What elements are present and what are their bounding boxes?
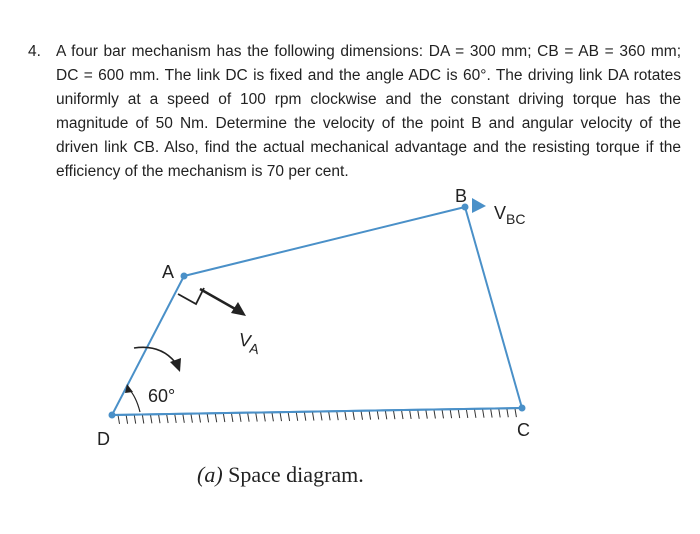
hatch-tick [304,412,306,421]
hatch-tick [142,414,144,423]
problem-number: 4. [28,43,41,60]
label-d: D [97,429,110,449]
hatch-tick [288,412,290,421]
hatch-tick [393,410,395,419]
hatch-tick [183,414,185,423]
hatch-tick [118,415,120,424]
hatch-tick [450,409,452,418]
hatch-tick [223,413,225,422]
hatch-tick [272,412,274,421]
hatch-tick [410,410,412,419]
hatch-tick [296,412,298,421]
hatch-tick [337,411,339,420]
hatch-tick [248,413,250,422]
rotation-arrow-head [170,358,181,372]
label-va: $V_A$ [237,329,261,358]
hatch-tick [126,415,128,424]
label-b: B [455,186,468,206]
figure-caption [197,462,364,487]
hatch-tick [345,411,347,420]
hatch-tick [385,410,387,419]
hatch-tick [466,409,468,418]
joint-d [109,412,116,419]
link-cb [465,207,522,408]
label-c: C [517,420,530,440]
hatch-tick [353,411,355,420]
caption-rest: Space diagram. [222,462,364,487]
hatch-tick [159,414,161,423]
hatch-tick [369,411,371,420]
vbc-arrow-head [472,198,486,213]
label-angle: 60° [148,386,176,406]
hatch-tick [167,414,169,423]
va-arrow-shaft [200,289,237,310]
hatch-tick [491,409,493,418]
hatch-tick [175,414,177,423]
hatch-tick [191,414,193,423]
hatch-tick [264,412,266,421]
caption-prefix: (a) [197,462,223,487]
joint-c [519,405,526,412]
hatch-tick [377,410,379,419]
hatch-tick [280,412,282,421]
hatch-tick [458,409,460,418]
ground-hatching [112,408,522,424]
hatch-tick [150,414,152,423]
hatch-tick [474,409,476,418]
problem-text: A four bar mechanism has the following dimensions: DA = 300 mm; CB = AB = 360 mm; DC = 600 mm. The link DC is fixed and the angle ADC is 60°. The driving link DA rotates uniformly at a speed of 100 rpm clockwise and the constant driving torque has the magnitude of 50 Nm. Determine the velocity of the point B and angular velocity of the driven link CB. Also, find the actual mechanical advantage and the resisting torque if the efficiency of the mechanism is 70 per cent. [56,43,681,180]
hatch-tick [418,410,420,419]
hatch-tick [321,411,323,420]
label-vbc: $V_{BC}$ [494,203,526,227]
hatch-tick [507,408,509,417]
hatch-tick [312,412,314,421]
hatch-tick [134,415,136,424]
hatch-tick [199,414,201,423]
hatch-tick [361,411,363,420]
link-dc [112,408,522,415]
hatch-tick [499,408,501,417]
hatch-tick [442,409,444,418]
hatch-tick [215,413,217,422]
joint-a [181,273,188,280]
label-a: A [162,262,175,282]
hatch-tick [256,413,258,422]
hatch-tick [483,409,485,418]
angle-arc-head [125,384,133,393]
hatch-tick [426,410,428,419]
hatch-tick [240,413,242,422]
hatch-tick [402,410,404,419]
hatch-tick [231,413,233,422]
hatch-tick [515,408,517,417]
hatch-tick [207,413,209,422]
hatch-tick [329,411,331,420]
hatch-tick [434,410,436,419]
link-ab [184,207,465,276]
